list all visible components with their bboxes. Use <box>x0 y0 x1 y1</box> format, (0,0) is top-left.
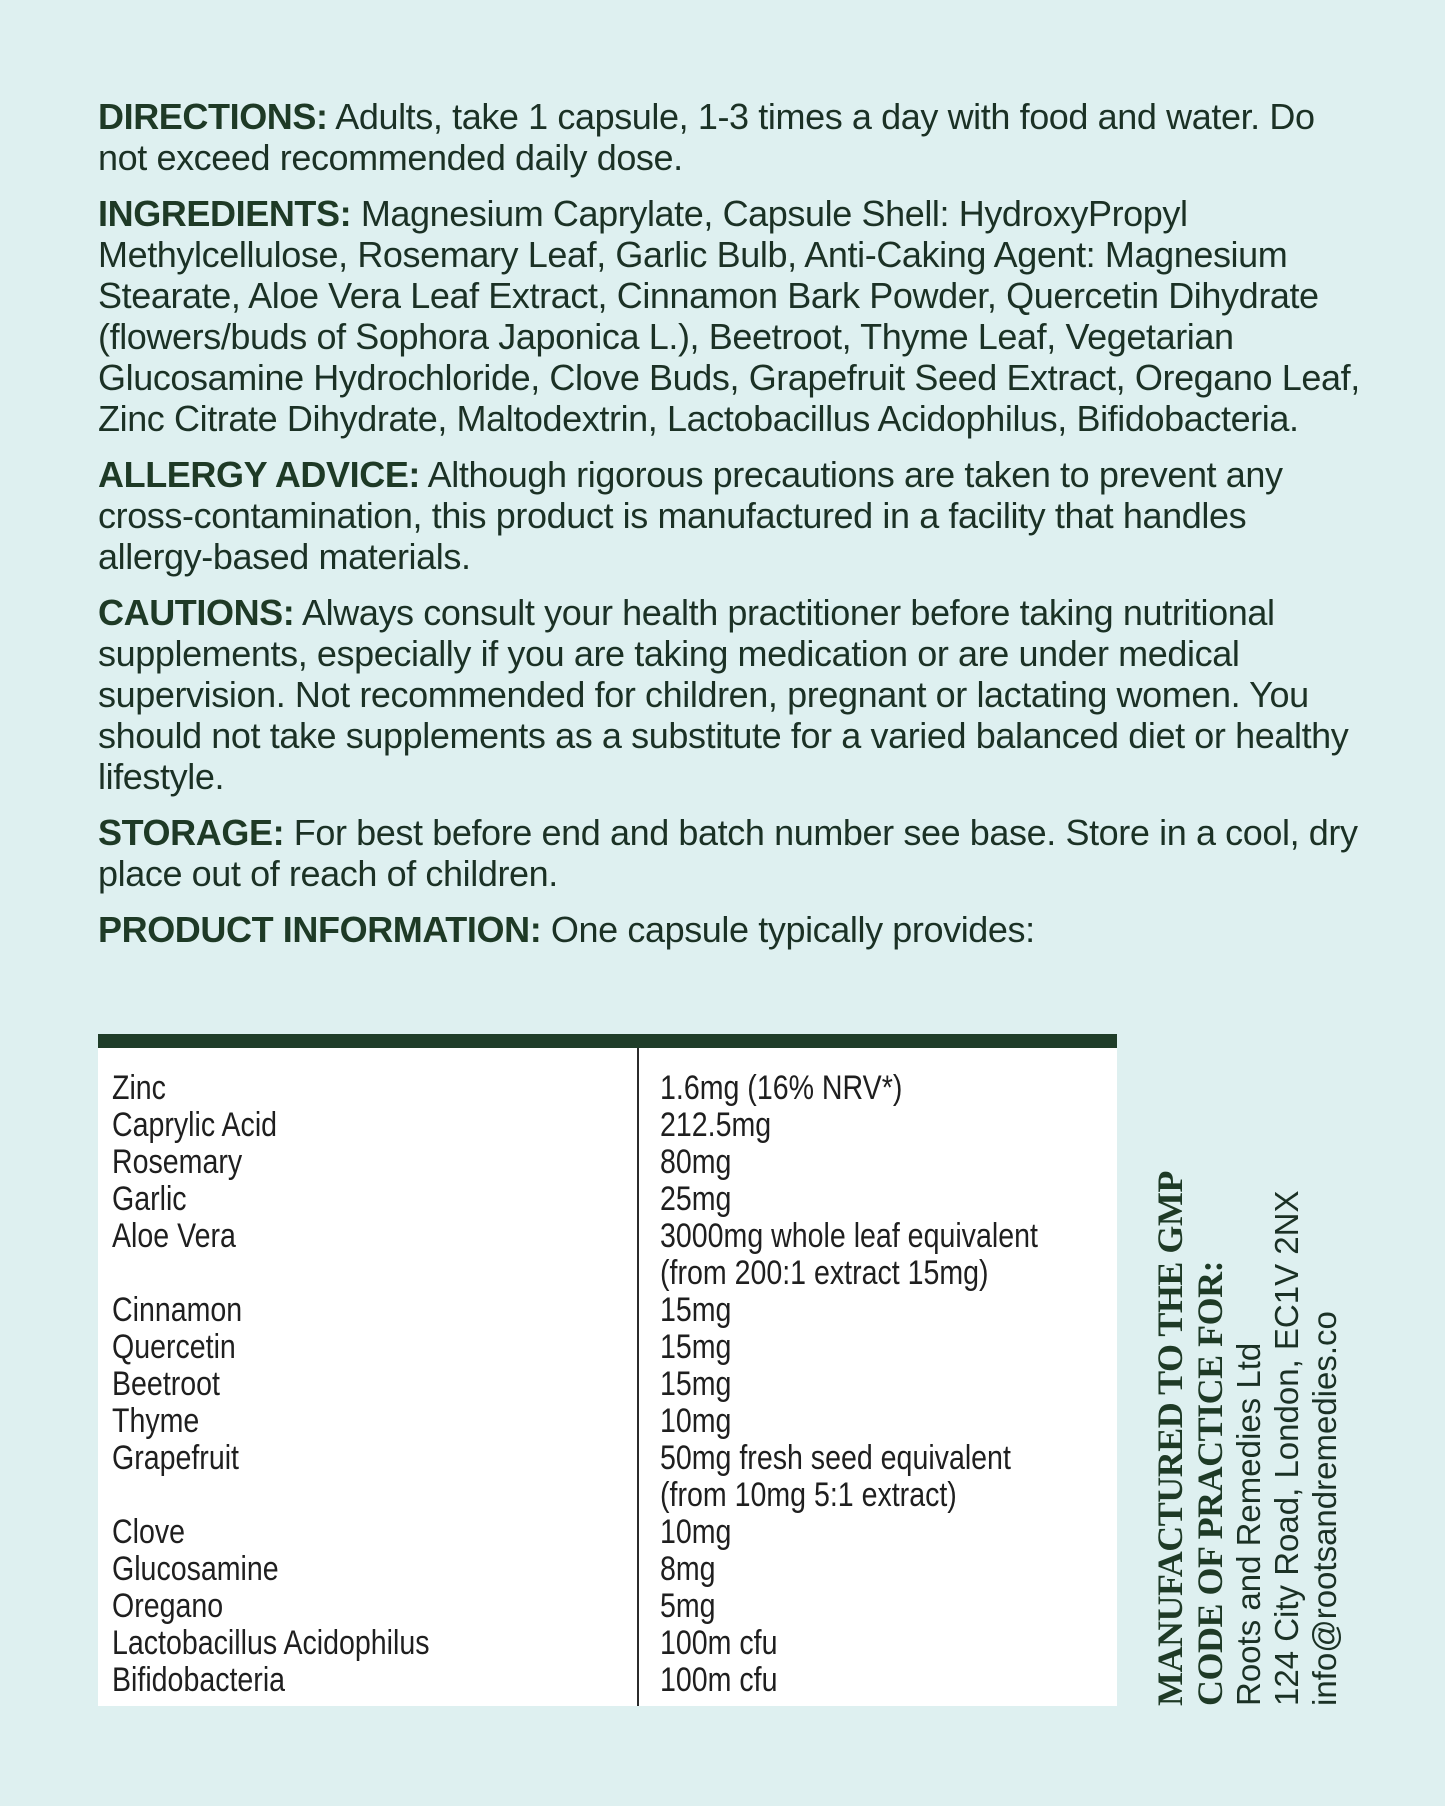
allergy-text: Although rigorous precautions are taken to prevent any cross-contamination, this product is manufactured in a facility that handles allergy-based materials. <box>98 454 1283 577</box>
nutrient-amount-column <box>660 1070 1114 1699</box>
storage-section <box>98 812 1368 894</box>
nutrient-name: Garlic <box>112 1180 187 1218</box>
nutrient-name: Rosemary <box>112 1143 243 1181</box>
ingredients-label: INGREDIENTS: <box>98 193 352 234</box>
nutrient-name: Zinc <box>112 1069 166 1107</box>
spacer <box>112 1255 540 1292</box>
nutrient-amount: 80mg <box>660 1143 732 1181</box>
nutrient-name: Glucosamine <box>112 1550 279 1588</box>
manufacturer-company: Roots and Remedies Ltd <box>1230 1342 1267 1706</box>
manufacturer-address: 124 City Road, London, EC1V 2NX <box>1268 1190 1305 1706</box>
nutrient-amount-note: (from 10mg 5:1 extract) <box>660 1476 957 1514</box>
manufacturer-heading-line1: MANUFACTURED TO THE GMP <box>1150 1171 1190 1706</box>
ingredients-section <box>98 193 1368 439</box>
product-info-label: PRODUCT INFORMATION: <box>98 909 542 950</box>
nutrient-name: Cinnamon <box>112 1291 243 1329</box>
manufacturer-email: info@rootsandremedies.co <box>1306 1311 1343 1706</box>
nutrient-name: Oregano <box>112 1587 224 1625</box>
nutrient-amount: 100m cfu <box>660 1624 778 1662</box>
nutrient-name: Lactobacillus Acidophilus <box>112 1624 430 1662</box>
nutrient-amount: 15mg <box>660 1365 732 1403</box>
product-info-text: One capsule typically provides: <box>550 909 1035 950</box>
nutrient-amount: 50mg fresh seed equivalent <box>660 1439 1011 1477</box>
nutrition-table <box>98 1034 1117 1706</box>
nutrient-amount: 15mg <box>660 1328 732 1366</box>
spacer <box>112 1477 540 1514</box>
nutrient-name: Beetroot <box>112 1365 220 1403</box>
cautions-section <box>98 592 1368 797</box>
nutrient-amount: 5mg <box>660 1587 716 1625</box>
ingredients-text: Magnesium Caprylate, Capsule Shell: HydroxyPropyl Methylcellulose, Rosemary Leaf, Garlic Bulb, Anti-Caking Agent: Magnesium Stearate, Aloe Vera Leaf Extract, Cinnamon Bark Powder, Quercetin Dihydrate (flowers/buds of Sophora Japonica L.), Beetroot, Thyme Leaf, Vegetarian Glucosamine Hydrochloride, Clove Buds, Grapefruit Seed Extract, Oregano Leaf, Zinc Citrate Dihydrate, Maltodextrin, Lactobacillus Acidophilus, Bifidobacteria. <box>98 193 1360 439</box>
nutrient-amount: 212.5mg <box>660 1106 772 1144</box>
nutrient-amount: 25mg <box>660 1180 732 1218</box>
nutrient-amount: 3000mg whole leaf equivalent <box>660 1217 1038 1255</box>
nutrient-name: Clove <box>112 1513 186 1551</box>
nutrient-amount: 10mg <box>660 1402 732 1440</box>
nutrient-name: Bifidobacteria <box>112 1661 286 1699</box>
allergy-label: ALLERGY ADVICE: <box>98 454 421 495</box>
storage-text: For best before end and batch number see base. Store in a cool, dry place out of reach of children. <box>98 812 1358 894</box>
label-text-block <box>98 96 1368 965</box>
storage-label: STORAGE: <box>98 812 285 853</box>
nutrient-name: Aloe Vera <box>112 1217 236 1255</box>
nutrient-name: Quercetin <box>112 1328 236 1366</box>
table-divider <box>637 1048 639 1706</box>
directions-label: DIRECTIONS: <box>98 96 328 137</box>
nutrient-name: Grapefruit <box>112 1439 239 1477</box>
manufacturer-heading-line2: CODE OF PRACTICE FOR: <box>1190 1260 1230 1706</box>
cautions-text: Always consult your health practitioner before taking nutritional supplements, especially if you are taking medication or are under medical supervision. Not recommended for children, pregnant or lactating women. You should not take supplements as a substitute for a varied balanced diet or healthy lifestyle. <box>98 592 1349 797</box>
cautions-label: CAUTIONS: <box>98 592 295 633</box>
nutrient-amount: 8mg <box>660 1550 716 1588</box>
product-info-section <box>98 909 1368 950</box>
nutrient-name-column <box>112 1070 540 1699</box>
manufacturer-info <box>1150 1166 1344 1706</box>
directions-text: Adults, take 1 capsule, 1-3 times a day with food and water. Do not exceed recommended daily dose. <box>98 96 1315 178</box>
nutrient-name: Caprylic Acid <box>112 1106 278 1144</box>
nutrient-amount: 100m cfu <box>660 1661 778 1699</box>
nutrient-name: Thyme <box>112 1402 200 1440</box>
nutrient-amount: 15mg <box>660 1291 732 1329</box>
nutrient-amount: 1.6mg (16% NRV*) <box>660 1069 903 1107</box>
nutrient-amount-note: (from 200:1 extract 15mg) <box>660 1254 989 1292</box>
directions-section <box>98 96 1368 178</box>
nutrient-amount: 10mg <box>660 1513 732 1551</box>
allergy-section <box>98 454 1368 577</box>
